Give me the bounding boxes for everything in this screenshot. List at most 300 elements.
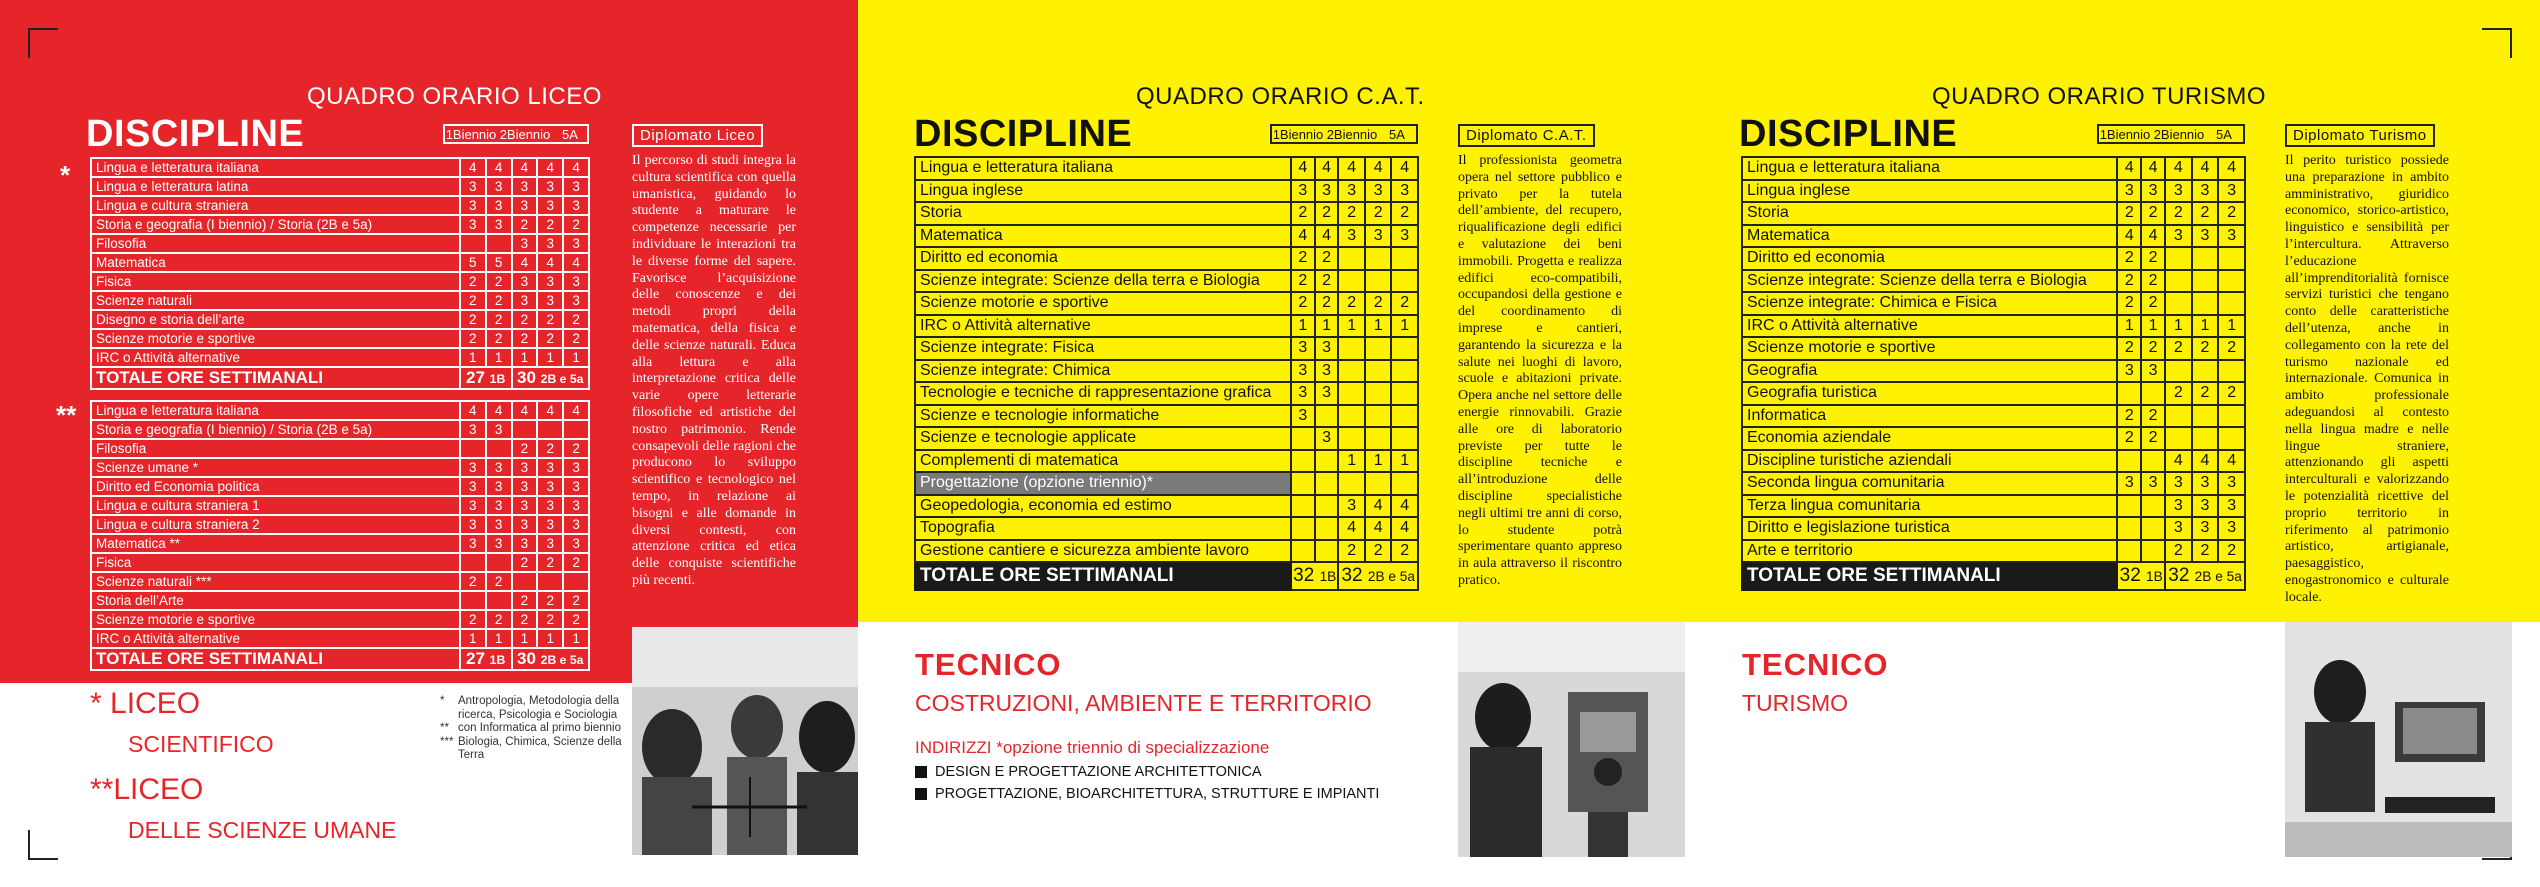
hours-cell: 2 <box>1315 292 1339 315</box>
hours-cell: 4 <box>537 401 563 420</box>
turismo-discipline-heading: DISCIPLINE <box>1739 113 1958 155</box>
subject-cell: Scienze e tecnologie applicate <box>915 427 1291 450</box>
panel-liceo <box>0 0 858 887</box>
hours-cell: 2 <box>1315 202 1339 225</box>
hours-cell: 3 <box>1391 180 1418 203</box>
hours-cell: 3 <box>486 420 512 439</box>
table-row <box>91 496 589 515</box>
hours-cell <box>2165 360 2192 383</box>
hours-cell: 4 <box>486 158 512 177</box>
subject-cell: Complementi di matematica <box>915 450 1291 473</box>
subject-cell: Discipline turistiche aziendali <box>1742 450 2117 473</box>
cat-years-header <box>1270 124 1418 144</box>
hours-cell <box>486 234 512 253</box>
hours-cell <box>2117 450 2141 473</box>
hours-cell: 2 <box>537 439 563 458</box>
hours-cell: 3 <box>2218 472 2245 495</box>
hours-cell: 2 <box>563 553 589 572</box>
hours-cell: 1 <box>1391 315 1418 338</box>
subject-cell: Lingua inglese <box>915 180 1291 203</box>
hours-cell: 3 <box>1391 225 1418 248</box>
hours-cell: 4 <box>1391 495 1418 518</box>
hours-cell: 1 <box>537 629 563 648</box>
subject-cell: Scienze naturali *** <box>91 572 460 591</box>
hours-cell <box>1338 270 1365 293</box>
hours-cell: 2 <box>2141 337 2165 360</box>
total-row <box>1742 562 2245 590</box>
hours-cell: 3 <box>537 496 563 515</box>
hours-cell: 2 <box>2192 202 2219 225</box>
hours-cell: 2 <box>537 215 563 234</box>
table-row <box>91 310 589 329</box>
hours-cell: 2 <box>563 329 589 348</box>
hours-cell: 1 <box>486 629 512 648</box>
hours-cell: 2 <box>460 310 486 329</box>
total-row <box>915 562 1418 590</box>
hours-cell: 1 <box>1315 315 1339 338</box>
hours-cell: 3 <box>460 420 486 439</box>
hours-cell: 2 <box>2141 247 2165 270</box>
table-row <box>91 534 589 553</box>
hours-cell: 2 <box>2117 405 2141 428</box>
hours-cell: 3 <box>460 534 486 553</box>
subject-cell: Lingua e letteratura italiana <box>915 157 1291 180</box>
hours-cell <box>1315 450 1339 473</box>
liceo-quadro-title: QUADRO ORARIO LICEO <box>307 83 602 110</box>
table-row <box>1742 157 2245 180</box>
cat-indirizzo-1: DESIGN E PROGETTAZIONE ARCHITETTONICA <box>915 764 1262 780</box>
subject-cell: Diritto e legislazione turistica <box>1742 517 2117 540</box>
total-2b5a: 32 2B e 5a <box>1338 562 1418 590</box>
table-row <box>91 253 589 272</box>
subject-cell: Progettazione (opzione triennio)* <box>915 472 1291 495</box>
total-2b5a: 30 2B e 5a <box>512 367 590 389</box>
hours-cell: 1 <box>1365 315 1392 338</box>
hours-cell: 1 <box>486 348 512 367</box>
hours-cell <box>1391 360 1418 383</box>
table-row <box>91 553 589 572</box>
hours-cell: 4 <box>2141 225 2165 248</box>
hours-cell: 1 <box>1291 315 1315 338</box>
hours-cell: 2 <box>1338 292 1365 315</box>
crop-mark-tr <box>2482 28 2512 58</box>
hours-cell <box>1391 337 1418 360</box>
liceo-scientifico-sub: SCIENTIFICO <box>128 731 274 757</box>
hours-cell <box>2165 247 2192 270</box>
hours-cell: 1 <box>1365 450 1392 473</box>
total-row <box>91 648 589 670</box>
table-row <box>915 337 1418 360</box>
table-row <box>1742 405 2245 428</box>
subject-cell: Lingua e cultura straniera <box>91 196 460 215</box>
hours-cell <box>2117 382 2141 405</box>
hours-cell: 1 <box>563 348 589 367</box>
hours-cell: 3 <box>1291 337 1315 360</box>
hours-cell: 2 <box>563 310 589 329</box>
hours-cell: 3 <box>2117 472 2141 495</box>
hours-cell: 3 <box>563 496 589 515</box>
hours-cell <box>1391 247 1418 270</box>
hours-cell: 2 <box>537 553 563 572</box>
subject-cell: Storia dell’Arte <box>91 591 460 610</box>
marker-umane: ** <box>56 400 77 430</box>
liceo-diploma-label: Diplomato Liceo <box>632 124 763 147</box>
table-row <box>1742 517 2245 540</box>
table-row <box>1742 472 2245 495</box>
cat-quadro-title: QUADRO ORARIO C.A.T. <box>1136 83 1425 110</box>
hours-cell <box>563 420 589 439</box>
hours-cell: 3 <box>1365 225 1392 248</box>
hours-cell: 3 <box>2141 472 2165 495</box>
hours-cell <box>1365 382 1392 405</box>
hours-cell: 1 <box>1391 450 1418 473</box>
hours-cell: 4 <box>563 158 589 177</box>
hours-cell: 1 <box>537 348 563 367</box>
subject-cell: Fisica <box>91 553 460 572</box>
hours-cell <box>1391 405 1418 428</box>
hours-cell: 2 <box>2165 202 2192 225</box>
hours-cell <box>1291 427 1315 450</box>
hours-cell: 3 <box>1315 427 1339 450</box>
hours-cell <box>1291 495 1315 518</box>
hours-cell: 1 <box>2192 315 2219 338</box>
hours-cell <box>2192 405 2219 428</box>
panel-cat <box>858 0 1685 887</box>
table-row <box>91 439 589 458</box>
total-label: TOTALE ORE SETTIMANALI <box>1742 562 2117 590</box>
hours-cell: 3 <box>537 534 563 553</box>
table-turismo <box>1741 156 2246 591</box>
hours-cell: 2 <box>563 215 589 234</box>
total-1b: 32 1B <box>2117 562 2165 590</box>
hours-cell <box>1338 405 1365 428</box>
hours-cell: 3 <box>460 496 486 515</box>
hours-cell: 4 <box>1365 495 1392 518</box>
hours-cell <box>2218 270 2245 293</box>
year-5a: 5A <box>2216 126 2232 142</box>
hours-cell: 2 <box>1365 540 1392 563</box>
hours-cell <box>1291 450 1315 473</box>
table-row <box>915 180 1418 203</box>
subject-cell: Scienze motorie e sportive <box>91 610 460 629</box>
table-row <box>1742 315 2245 338</box>
hours-cell: 3 <box>2192 225 2219 248</box>
table-row <box>1742 202 2245 225</box>
table-row <box>91 329 589 348</box>
hours-cell: 3 <box>1338 180 1365 203</box>
subject-cell: Informatica <box>1742 405 2117 428</box>
subject-cell: Lingua e letteratura italiana <box>91 158 460 177</box>
footnote-2: ** con Informatica al primo biennio <box>440 722 621 734</box>
hours-cell: 3 <box>2218 225 2245 248</box>
cat-tecnico-sub: COSTRUZIONI, AMBIENTE E TERRITORIO <box>915 690 1372 716</box>
subject-cell: Scienze motorie e sportive <box>915 292 1291 315</box>
liceo-diploma-text: Il percorso di studi integra la cultura scientifica con quella umanistica, guidando lo studente a maturare le competenze necessarie per individuare le interazioni tra le diverse forme del sapere. Favorisce l’acquisizione delle conoscenze e dei metodi propri della matematica, della fisica e delle scienze naturali. Educa alla lettura e alla interpretazione critica delle varie opere letterarie filosofiche ed artistiche del nostro patrimonio. Rende consapevoli delle ragioni che producono lo sviluppo scientifico e tecnologico nel tempo, in relazione ai bisogni e alle domande in diversi contesti, con attenzione critica ed etica delle conquiste scientifiche più recenti. <box>632 153 796 588</box>
hours-cell: 4 <box>1315 225 1339 248</box>
subject-cell: Lingua inglese <box>1742 180 2117 203</box>
table-row <box>91 291 589 310</box>
hours-cell: 2 <box>2117 292 2141 315</box>
subject-cell: Arte e territorio <box>1742 540 2117 563</box>
hours-cell: 4 <box>1291 225 1315 248</box>
hours-cell <box>1338 337 1365 360</box>
hours-cell: 2 <box>563 591 589 610</box>
hours-cell: 2 <box>563 439 589 458</box>
subject-cell: Scienze integrate: Scienze della terra e Biologia <box>1742 270 2117 293</box>
cat-diploma-text: Il professionista geometra opera nel settore pubblico e privato per la tutela dell’ambiente, del recupero, riqualificazione degli edifici e valutazione dei beni immobili. Progetta e realizza edifici eco-compatibili, occupandosi della gestione e del coordinamento di imprese e cantieri, garantendo la sicurezza e la salute nei luoghi di lavoro, scuole e abitazioni private. Opera anche nel settore delle energie rinnovabili. Grazie alle ore di laboratorio previste per tutte le discipline tecniche e all’introduzione delle discipline specialistiche negli ultimi tre anni di corso, lo studente potrà sperimentare quanto appreso in aula attraverso il riscontro pratico. <box>1458 153 1622 588</box>
hours-cell: 3 <box>1291 360 1315 383</box>
subject-cell: IRC o Attività alternative <box>1742 315 2117 338</box>
hours-cell: 3 <box>2192 517 2219 540</box>
hours-cell: 2 <box>1315 270 1339 293</box>
footnote-1: * Antropologia, Metodologia della ricerca, Psicologia e Sociologia <box>440 695 620 721</box>
hours-cell: 4 <box>1365 157 1392 180</box>
hours-cell: 3 <box>486 196 512 215</box>
table-row <box>91 272 589 291</box>
hours-cell <box>1365 427 1392 450</box>
hours-cell: 3 <box>537 291 563 310</box>
table-row <box>1742 382 2245 405</box>
hours-cell <box>2117 540 2141 563</box>
hours-cell: 3 <box>1338 225 1365 248</box>
hours-cell: 4 <box>2141 157 2165 180</box>
subject-cell: Tecnologie e tecniche di rappresentazione grafica <box>915 382 1291 405</box>
hours-cell: 2 <box>2218 382 2245 405</box>
table-row <box>91 629 589 648</box>
table-row <box>915 450 1418 473</box>
hours-cell <box>2117 517 2141 540</box>
hours-cell: 3 <box>486 515 512 534</box>
hours-cell <box>1365 247 1392 270</box>
hours-cell: 2 <box>486 291 512 310</box>
hours-cell: 3 <box>486 215 512 234</box>
year-1biennio: 1Biennio <box>2099 126 2151 142</box>
hours-cell: 2 <box>460 572 486 591</box>
hours-cell: 2 <box>2117 247 2141 270</box>
hours-cell <box>1315 472 1339 495</box>
crop-mark-tl <box>28 28 58 58</box>
hours-cell: 3 <box>1315 382 1339 405</box>
hours-cell: 3 <box>2165 180 2192 203</box>
photo-computer-lab <box>2285 622 2512 857</box>
hours-cell: 3 <box>2165 472 2192 495</box>
hours-cell: 3 <box>2192 180 2219 203</box>
hours-cell <box>1315 540 1339 563</box>
crop-mark-bl <box>28 830 58 860</box>
hours-cell <box>1391 427 1418 450</box>
hours-cell: 3 <box>460 477 486 496</box>
hours-cell <box>1391 270 1418 293</box>
hours-cell: 2 <box>486 329 512 348</box>
turismo-tecnico-title: TECNICO <box>1742 647 1889 682</box>
subject-cell: Diritto ed economia <box>1742 247 2117 270</box>
hours-cell: 2 <box>2117 337 2141 360</box>
hours-cell: 3 <box>460 458 486 477</box>
year-5a: 5A <box>1389 126 1405 142</box>
hours-cell: 4 <box>460 401 486 420</box>
hours-cell: 2 <box>537 329 563 348</box>
hours-cell: 3 <box>512 496 538 515</box>
hours-cell: 3 <box>486 177 512 196</box>
hours-cell: 1 <box>2117 315 2141 338</box>
table-row <box>1742 270 2245 293</box>
subject-cell: IRC o Attività alternative <box>91 629 460 648</box>
hours-cell <box>1315 495 1339 518</box>
hours-cell <box>1338 427 1365 450</box>
hours-cell <box>2192 427 2219 450</box>
liceo-umane-title: **LICEO <box>90 773 204 806</box>
cat-diploma-label: Diplomato C.A.T. <box>1458 124 1595 147</box>
total-2b5a: 30 2B e 5a <box>512 648 590 670</box>
hours-cell: 3 <box>460 515 486 534</box>
hours-cell: 3 <box>460 215 486 234</box>
hours-cell: 2 <box>2117 270 2141 293</box>
table-row <box>91 591 589 610</box>
turismo-diploma-text: Il perito turistico possiede una preparazione in ambito amministrativo, giuridico economico, storico-artistico, linguistico e sensibilità per l’intercultura. Attraverso l’educazione all’imprenditorialità fornisce servizi turistici che tengano conto delle caratteristiche dell’utenza, anche in collegamento con la rete del turismo nazionale ed internazionale. Comunica in ambito professionale adeguandosi al contesto nella lingua madre e nelle lingue straniere, attenzionando gli aspetti interculturali e valorizzando le potenzialità ricettive del proprio territorio in riferimento al patrimonio artistico, artigianale, paesaggistico, enogastronomico e culturale locale. <box>2285 153 2449 605</box>
hours-cell: 2 <box>2192 337 2219 360</box>
hours-cell <box>1315 405 1339 428</box>
hours-cell: 3 <box>2218 495 2245 518</box>
hours-cell: 3 <box>563 534 589 553</box>
hours-cell: 3 <box>563 196 589 215</box>
hours-cell: 3 <box>537 515 563 534</box>
hours-cell: 2 <box>2141 270 2165 293</box>
hours-cell: 1 <box>2165 315 2192 338</box>
liceo-years-header <box>443 124 589 144</box>
year-1biennio: 1Biennio <box>445 126 497 142</box>
hours-cell: 4 <box>512 401 538 420</box>
hours-cell: 3 <box>1315 337 1339 360</box>
hours-cell <box>2141 540 2165 563</box>
table-row <box>915 247 1418 270</box>
subject-cell: Scienze integrate: Chimica e Fisica <box>1742 292 2117 315</box>
table-row <box>91 158 589 177</box>
table-row <box>1742 337 2245 360</box>
hours-cell: 2 <box>1365 292 1392 315</box>
hours-cell: 3 <box>2192 495 2219 518</box>
hours-cell: 4 <box>1391 517 1418 540</box>
hours-cell: 3 <box>2218 517 2245 540</box>
hours-cell: 3 <box>2141 360 2165 383</box>
hours-cell: 4 <box>512 158 538 177</box>
hours-cell <box>1338 360 1365 383</box>
hours-cell <box>2141 495 2165 518</box>
table-cat <box>914 156 1419 591</box>
hours-cell: 1 <box>2141 315 2165 338</box>
hours-cell: 4 <box>2117 225 2141 248</box>
year-5a: 5A <box>562 126 578 142</box>
footnote-3: *** Biologia, Chimica, Scienze della Terra <box>440 735 622 761</box>
hours-cell <box>460 234 486 253</box>
hours-cell: 2 <box>1315 247 1339 270</box>
hours-cell: 4 <box>1365 517 1392 540</box>
subject-cell: Geopedologia, economia ed estimo <box>915 495 1291 518</box>
hours-cell <box>2141 450 2165 473</box>
hours-cell: 2 <box>1391 540 1418 563</box>
year-2biennio: 2Biennio <box>2153 126 2205 142</box>
hours-cell: 4 <box>2117 157 2141 180</box>
hours-cell: 4 <box>1338 517 1365 540</box>
hours-cell: 3 <box>537 196 563 215</box>
hours-cell: 4 <box>2192 157 2219 180</box>
total-row <box>91 367 589 389</box>
hours-cell: 2 <box>2218 540 2245 563</box>
subject-cell: Scienze motorie e sportive <box>1742 337 2117 360</box>
hours-cell <box>460 591 486 610</box>
hours-cell: 2 <box>486 610 512 629</box>
hours-cell <box>1365 337 1392 360</box>
hours-cell: 2 <box>1391 292 1418 315</box>
hours-cell: 2 <box>537 591 563 610</box>
hours-cell: 5 <box>486 253 512 272</box>
table-liceo-scientifico <box>90 157 590 390</box>
hours-cell: 3 <box>512 272 538 291</box>
hours-cell: 2 <box>512 610 538 629</box>
hours-cell: 2 <box>1391 202 1418 225</box>
hours-cell: 3 <box>512 515 538 534</box>
turismo-quadro-title: QUADRO ORARIO TURISMO <box>1932 83 2267 110</box>
hours-cell <box>2218 427 2245 450</box>
hours-cell: 4 <box>1315 157 1339 180</box>
hours-cell: 3 <box>537 177 563 196</box>
marker-scientifico: * <box>60 160 71 190</box>
hours-cell <box>2141 382 2165 405</box>
hours-cell: 3 <box>486 534 512 553</box>
hours-cell <box>1338 382 1365 405</box>
subject-cell: Geografia <box>1742 360 2117 383</box>
subject-cell: IRC o Attività alternative <box>915 315 1291 338</box>
hours-cell: 4 <box>486 401 512 420</box>
hours-cell: 1 <box>1338 450 1365 473</box>
hours-cell <box>1391 382 1418 405</box>
liceo-umane-sub: DELLE SCIENZE UMANE <box>128 817 397 843</box>
hours-cell: 2 <box>512 553 538 572</box>
liceo-discipline-heading: DISCIPLINE <box>86 113 305 155</box>
table-row <box>915 472 1418 495</box>
hours-cell: 3 <box>512 234 538 253</box>
hours-cell: 3 <box>2165 225 2192 248</box>
table-row <box>915 315 1418 338</box>
hours-cell <box>2192 292 2219 315</box>
hours-cell <box>512 572 538 591</box>
hours-cell: 2 <box>2141 292 2165 315</box>
subject-cell: Matematica <box>915 225 1291 248</box>
hours-cell: 2 <box>1338 202 1365 225</box>
hours-cell: 3 <box>512 196 538 215</box>
hours-cell: 2 <box>512 329 538 348</box>
hours-cell: 1 <box>512 348 538 367</box>
table-row <box>91 572 589 591</box>
hours-cell: 2 <box>460 272 486 291</box>
turismo-diploma-label: Diplomato Turismo <box>2285 124 2435 147</box>
cat-tecnico-title: TECNICO <box>915 647 1062 682</box>
table-row <box>915 225 1418 248</box>
hours-cell <box>1365 360 1392 383</box>
table-row <box>91 348 589 367</box>
hours-cell <box>2218 405 2245 428</box>
year-2biennio: 2Biennio <box>1326 126 1378 142</box>
table-row <box>1742 495 2245 518</box>
hours-cell: 2 <box>512 310 538 329</box>
hours-cell: 1 <box>1338 315 1365 338</box>
hours-cell: 4 <box>460 158 486 177</box>
bullet-square-icon <box>915 766 927 778</box>
hours-cell <box>2192 247 2219 270</box>
cat-indirizzo-2: PROGETTAZIONE, BIOARCHITETTURA, STRUTTURE E IMPIANTI <box>915 786 1379 802</box>
table-row <box>91 610 589 629</box>
hours-cell: 2 <box>2218 202 2245 225</box>
hours-cell: 2 <box>2141 427 2165 450</box>
